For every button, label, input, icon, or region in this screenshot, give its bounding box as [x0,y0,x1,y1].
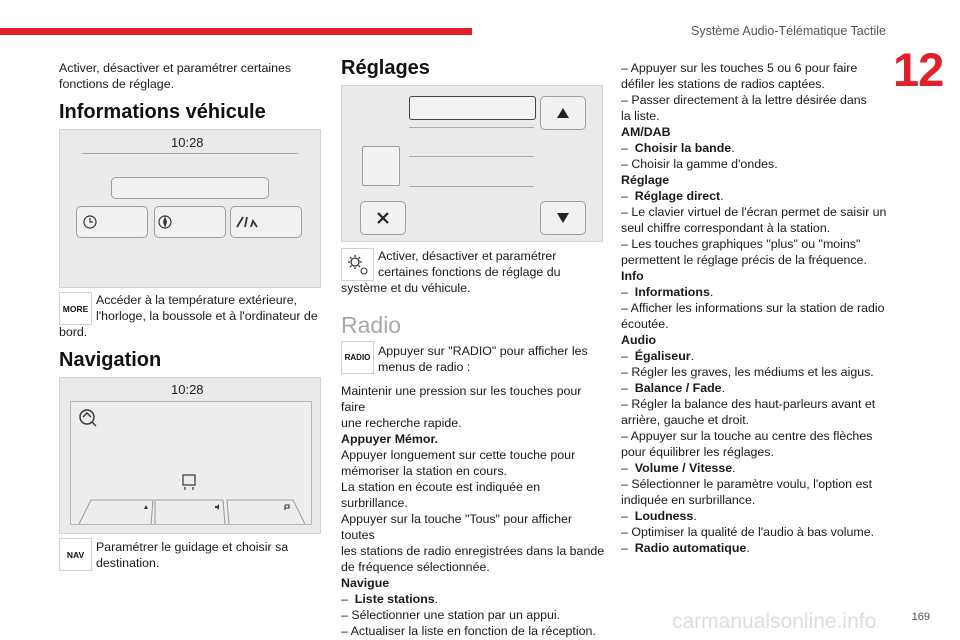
radio-description: Appuyer sur "RADIO" pour afficher les menus de radio : [378,344,588,374]
map-area [70,401,312,525]
search-destination-icon [80,410,96,426]
route-icon [183,475,195,490]
scroll-down-button[interactable] [540,201,586,235]
arrow-up-icon [541,97,585,129]
navigation-arrow-icon [144,505,148,509]
trip-computer-icon [231,207,301,237]
vehicle-description: Accéder à la température extérieure, l'horloge, la boussole et à l'ordinateur de [96,293,318,323]
section-heading-navigation: Navigation [59,349,162,371]
clock-icon [77,207,147,237]
section-heading-radio: Radio [341,312,402,338]
page-number: 169 [911,611,930,623]
intro-text: Activer, désactiver et paramétrer certaines fonctions de réglage. [59,61,292,91]
header-title: Système Audio-Télématique Tactile [690,24,886,38]
screen-clock: 10:28 [171,135,204,150]
radio-instructions: Maintenir une pression sur les touches pour faire une recherche rapide. Appuyer Mémor. Appuyer longuement sur cette touche pour mémoriser la station en cours. La station en écoute est indiquée en surbrillance. Appuyer sur la touche "Tous" pour afficher toutes les stations de radio enregistrées dans la bande de fréquence sélectionnée. Navigue – Liste stations. – Sélectionner une station par un appui. – Actualiser la liste en fonction de la réception. [341,384,605,638]
settings-list-item-selected[interactable] [409,96,536,120]
section-heading-settings: Réglages [341,57,430,79]
audio-heading: Audio [621,333,657,347]
vehicle-screen-field[interactable] [111,177,269,199]
navigation-screen [59,377,321,534]
navigation-description: Paramétrer le guidage et choisir sa destination. [96,540,289,570]
settings-screen [341,85,603,242]
settings-thumbnail[interactable] [362,146,400,186]
compass-icon [155,207,225,237]
volume-icon [215,504,219,510]
trip-computer-button[interactable] [230,206,302,238]
memo-heading: Appuyer Mémor. [341,432,439,446]
radio-key-icon: RADIO [341,341,374,374]
section-heading-vehicle: Informations véhicule [59,101,266,123]
vehicle-info-screen [59,129,321,288]
close-button[interactable] [360,201,406,235]
close-icon [361,202,405,234]
flag-icon [285,505,289,510]
amdab-heading: AM/DAB [621,125,671,139]
arrow-down-icon [541,202,585,234]
settings-gear-icon [341,248,374,281]
radio-instructions-continued: – Appuyer sur les touches 5 ou 6 pour faire défiler les stations de radios captées. – Passer directement à la lettre désirée dans la liste. AM/DAB – Choisir la bande. – Choisir la gamme d'ondes. Réglage – Réglage direct. – Le clavier virtuel de l'écran permet de saisir un seul chiffre correspondant à la station. – Les touches graphiques "plus" ou "moins" permettent le réglage précis de la fréquence. Info – Informations. – Afficher les informations sur la station de radio écoutée. Audio – Égaliseur. – Régler les graves, les médiums et les aigus. – Balance / Fade. – Régler la balance des haut-parleurs avant et arrière, gauche et droit. – Appuyer sur la touche au centre des flèches pour équilibrer les réglages. – Volume / Vitesse. – Sélectionner le paramètre voulu, l'option est indiquée en surbrillance. – Loudness. – Optimiser la qualité de l'audio à bas volume. – Radio automatique. [621,61,887,555]
chapter-number: 12 [893,43,944,96]
watermark: carmanualsonline.info [672,610,877,633]
settings-description: Activer, désactiver et paramétrer certaines fonctions de réglage du [378,249,561,279]
info-heading: Info [621,269,644,283]
navigue-heading: Navigue [341,576,390,590]
header-red-bar [0,28,472,35]
scroll-up-button[interactable] [540,96,586,130]
reglage-heading: Réglage [621,173,670,187]
compass-button[interactable] [154,206,226,238]
nav-key-icon: NAV [59,538,92,571]
more-key-icon: MORE [59,292,92,325]
clock-button[interactable] [76,206,148,238]
settings-list [409,96,534,216]
screen-clock: 10:28 [171,382,204,397]
